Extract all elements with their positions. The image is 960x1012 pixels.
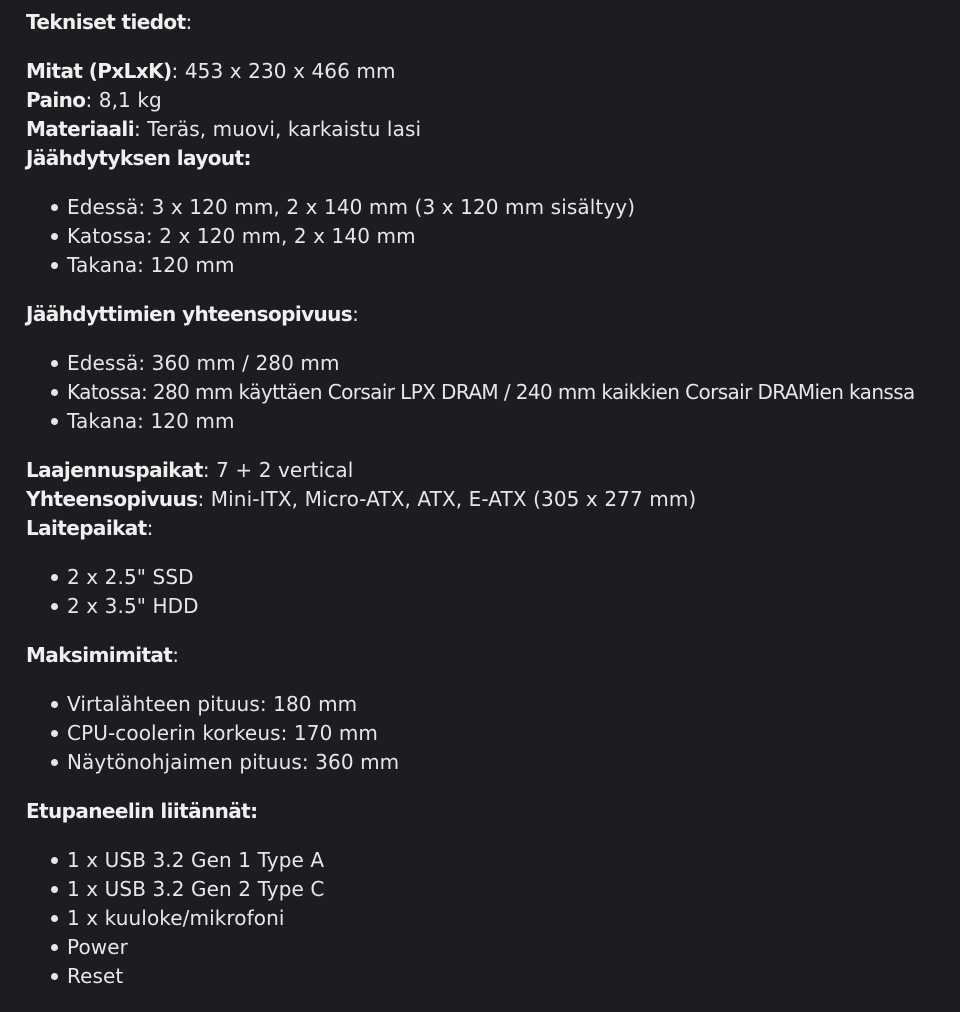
- cooling-label: Jäähdytyksen layout:: [26, 146, 251, 170]
- list-item-text: Katossa: 2 x 120 mm, 2 x 140 mm: [67, 224, 416, 248]
- spec-label: Laajennuspaikat: [26, 458, 203, 482]
- front-panel-list: [26, 846, 956, 991]
- list-item: [26, 846, 956, 875]
- spacer: [26, 670, 956, 690]
- bullet-icon: [51, 603, 58, 610]
- list-item: [26, 378, 956, 407]
- spec-value: : 453 x 230 x 466 mm: [171, 59, 396, 83]
- cooling-list: [26, 193, 956, 280]
- cooling-heading: [26, 144, 956, 173]
- spacer: [26, 436, 956, 456]
- list-item: [26, 592, 956, 621]
- list-item-text: 2 x 3.5" HDD: [67, 594, 199, 618]
- list-item: [26, 251, 956, 280]
- bullet-icon: [51, 730, 58, 737]
- bullet-icon: [51, 944, 58, 951]
- bullet-icon: [51, 389, 58, 396]
- bays-label: Laitepaikat: [26, 516, 147, 540]
- bullet-icon: [51, 915, 58, 922]
- radiators-colon: :: [352, 302, 359, 326]
- list-item: [26, 719, 956, 748]
- list-item-text: Virtalähteen pituus: 180 mm: [67, 692, 358, 716]
- spacer: [26, 777, 956, 797]
- list-item: [26, 193, 956, 222]
- spec-row-weight: [26, 86, 956, 115]
- list-item-text: Näytönohjaimen pituus: 360 mm: [67, 750, 400, 774]
- spec-row-dimensions: [26, 57, 956, 86]
- list-item-text: Edessä: 3 x 120 mm, 2 x 140 mm (3 x 120 mm sisältyy): [67, 195, 636, 219]
- spec-value: : 7 + 2 vertical: [202, 458, 354, 482]
- spec-sheet: [26, 8, 956, 991]
- spec-row-expansion-slots: [26, 456, 956, 485]
- spacer: [26, 173, 956, 193]
- radiators-label: Jäähdyttimien yhteensopivuus: [26, 302, 353, 326]
- list-item-text: 1 x USB 3.2 Gen 2 Type C: [67, 877, 325, 901]
- spacer: [26, 329, 956, 349]
- spacer: [26, 280, 956, 300]
- list-item-text: Edessä: 360 mm / 280 mm: [67, 351, 340, 375]
- spec-row-material: [26, 115, 956, 144]
- radiators-list: [26, 349, 956, 436]
- bullet-icon: [51, 418, 58, 425]
- list-item-text: 1 x kuuloke/mikrofoni: [67, 906, 285, 930]
- list-item: [26, 904, 956, 933]
- heading-colon: :: [185, 10, 193, 34]
- list-item: [26, 690, 956, 719]
- spec-label: Materiaali: [26, 117, 134, 141]
- list-item-text: Power: [67, 935, 128, 959]
- bullet-icon: [51, 574, 58, 581]
- bullet-icon: [51, 360, 58, 367]
- list-item: [26, 407, 956, 436]
- bays-heading: [26, 514, 956, 543]
- max-dims-heading: [26, 641, 956, 670]
- spec-label: Paino: [26, 88, 86, 112]
- list-item: [26, 875, 956, 904]
- list-item-text: 2 x 2.5" SSD: [67, 565, 194, 589]
- spacer: [26, 37, 956, 57]
- list-item-text: Reset: [67, 964, 124, 988]
- spacer: [26, 621, 956, 641]
- spacer: [26, 543, 956, 563]
- list-item-text: Takana: 120 mm: [67, 409, 235, 433]
- bullet-icon: [51, 233, 58, 240]
- spec-row-compatibility: [26, 485, 956, 514]
- bullet-icon: [51, 701, 58, 708]
- list-item: [26, 349, 956, 378]
- spec-label: Mitat (PxLxK): [26, 59, 172, 83]
- spec-value: : Teräs, muovi, karkaistu lasi: [133, 117, 422, 141]
- front-panel-heading: [26, 797, 956, 826]
- list-item-text: Katossa: 280 mm käyttäen Corsair LPX DRAM / 240 mm kaikkien Corsair DRAMien kanssa: [67, 380, 915, 404]
- bullet-icon: [51, 857, 58, 864]
- section-heading: [26, 8, 956, 37]
- heading-label: Tekniset tiedot: [26, 10, 186, 34]
- list-item: [26, 563, 956, 592]
- bays-list: [26, 563, 956, 621]
- list-item: [26, 962, 956, 991]
- list-item-text: CPU-coolerin korkeus: 170 mm: [67, 721, 379, 745]
- list-item-text: 1 x USB 3.2 Gen 1 Type A: [67, 848, 325, 872]
- spec-value: : Mini-ITX, Micro-ATX, ATX, E-ATX (305 x 277 mm): [197, 487, 697, 511]
- bullet-icon: [51, 759, 58, 766]
- bullet-icon: [51, 973, 58, 980]
- bullet-icon: [51, 262, 58, 269]
- bullet-icon: [51, 886, 58, 893]
- list-item: [26, 222, 956, 251]
- max-dims-list: [26, 690, 956, 777]
- radiators-heading: [26, 300, 956, 329]
- list-item: [26, 748, 956, 777]
- spacer: [26, 826, 956, 846]
- max-dims-label: Maksimimitat: [26, 643, 173, 667]
- list-item: [26, 933, 956, 962]
- bays-colon: :: [146, 516, 154, 540]
- list-item-text: Takana: 120 mm: [67, 253, 235, 277]
- bullet-icon: [51, 204, 58, 211]
- max-dims-colon: :: [172, 643, 180, 667]
- spec-value: : 8,1 kg: [85, 88, 162, 112]
- front-panel-label: Etupaneelin liitännät:: [26, 799, 258, 823]
- spec-label: Yhteensopivuus: [26, 487, 198, 511]
